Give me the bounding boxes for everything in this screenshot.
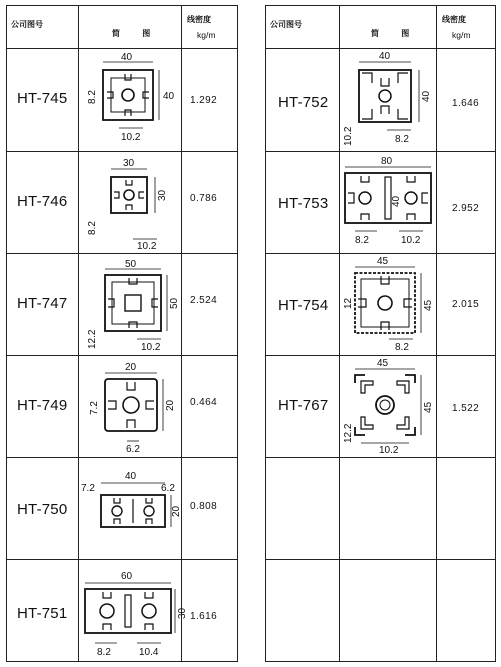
- header-density: 线密度: [187, 15, 211, 24]
- dim-right: 20: [165, 399, 176, 411]
- dim-bottom: 10.2: [141, 342, 161, 353]
- linear-density: 2.524: [190, 295, 218, 306]
- profile-drawing: [81, 359, 179, 455]
- profile-table-left: [6, 5, 238, 662]
- dim-top: 80: [381, 156, 393, 167]
- dim-right: 20: [171, 505, 182, 517]
- profile-table-right: [265, 5, 496, 662]
- profile-row: [7, 559, 237, 663]
- profile-row: [7, 355, 237, 458]
- dim-top: 60: [121, 571, 133, 582]
- profile-row: [266, 355, 495, 458]
- dim-right: 40: [421, 90, 432, 102]
- model-number: HT-751: [17, 605, 68, 622]
- dim-right: 30: [177, 607, 188, 619]
- linear-density: 0.786: [190, 193, 218, 204]
- dim-bottom-left: 8.2: [355, 235, 369, 246]
- header-unit: kg/m: [452, 30, 471, 40]
- linear-density: 1.616: [190, 611, 218, 622]
- dim-left: 10.2: [343, 126, 354, 146]
- model-number: HT-754: [278, 297, 329, 314]
- dim-top: 40: [379, 51, 391, 62]
- header-drawing: 简 图: [112, 29, 161, 38]
- model-number: HT-747: [17, 295, 68, 312]
- dim-bottom: 6.2: [126, 444, 140, 455]
- dim-right: 50: [169, 297, 180, 309]
- dim-left: 12.2: [343, 423, 354, 443]
- dim-left: 8.2: [87, 221, 98, 235]
- profile-drawing: [341, 255, 435, 353]
- dim-bottom-left: 8.2: [97, 647, 111, 658]
- linear-density: 1.522: [452, 403, 480, 414]
- dim-bottom: 10.2: [121, 132, 141, 143]
- linear-density: 1.646: [452, 98, 480, 109]
- dim-right: 40: [163, 91, 175, 102]
- linear-density: 2.015: [452, 299, 480, 310]
- dim-bottom: 10.2: [379, 445, 399, 456]
- model-number: HT-746: [17, 193, 68, 210]
- dim-top: 45: [377, 256, 389, 267]
- profile-drawing: [81, 461, 182, 557]
- linear-density: 1.292: [190, 95, 218, 106]
- profile-row: [7, 253, 237, 356]
- model-number: HT-749: [17, 397, 68, 414]
- dim-top-right: 6.2: [161, 483, 175, 494]
- dim-right: 30: [157, 189, 168, 201]
- profile-drawing: [81, 563, 188, 661]
- dim-bottom: 8.2: [395, 134, 409, 145]
- dim-middle: 40: [391, 195, 402, 207]
- empty-row: [266, 457, 495, 560]
- dim-left: 8.2: [87, 90, 98, 104]
- header-company-no: 公司图号: [270, 20, 302, 29]
- profile-row: [7, 48, 237, 152]
- profile-row: [7, 151, 237, 254]
- header-drawing: 简 图: [371, 29, 420, 38]
- profile-row: [7, 457, 237, 560]
- dim-bottom-right: 10.4: [139, 647, 159, 658]
- dim-left: 12: [343, 297, 354, 309]
- profile-drawing: [341, 50, 435, 148]
- linear-density: 0.464: [190, 397, 218, 408]
- dim-top: 40: [125, 471, 137, 482]
- dim-left: 7.2: [89, 401, 100, 415]
- profile-drawing: [81, 155, 179, 251]
- linear-density: 2.952: [452, 203, 480, 214]
- profile-drawing: [81, 52, 179, 148]
- model-number: HT-750: [17, 501, 68, 518]
- header-density: 线密度: [442, 15, 466, 24]
- profile-drawing: [81, 257, 179, 353]
- profile-row: [266, 48, 495, 152]
- dim-left: 12.2: [87, 329, 98, 349]
- dim-left: 7.2: [81, 483, 95, 494]
- dim-right: 45: [423, 299, 434, 311]
- dim-bottom-right: 10.2: [401, 235, 421, 246]
- dim-right: 45: [423, 401, 434, 413]
- model-number: HT-753: [278, 195, 329, 212]
- model-number: HT-752: [278, 94, 329, 111]
- dim-top: 45: [377, 358, 389, 369]
- model-number: HT-745: [17, 90, 68, 107]
- empty-row: [266, 559, 495, 663]
- dim-top: 20: [125, 362, 137, 373]
- dim-top: 40: [121, 52, 133, 63]
- header-unit: kg/m: [197, 30, 216, 40]
- dim-bottom: 8.2: [395, 342, 409, 353]
- dim-bottom: 10.2: [137, 241, 157, 252]
- dim-top: 30: [123, 158, 135, 169]
- header-company-no: 公司图号: [11, 20, 43, 29]
- profile-drawing: [341, 155, 435, 251]
- profile-row: [266, 151, 495, 254]
- table-header: [266, 6, 495, 49]
- profile-row: [266, 253, 495, 356]
- model-number: HT-767: [278, 397, 329, 414]
- dim-top: 50: [125, 259, 137, 270]
- profile-drawing: [341, 357, 435, 455]
- table-header: [7, 6, 237, 49]
- linear-density: 0.808: [190, 501, 218, 512]
